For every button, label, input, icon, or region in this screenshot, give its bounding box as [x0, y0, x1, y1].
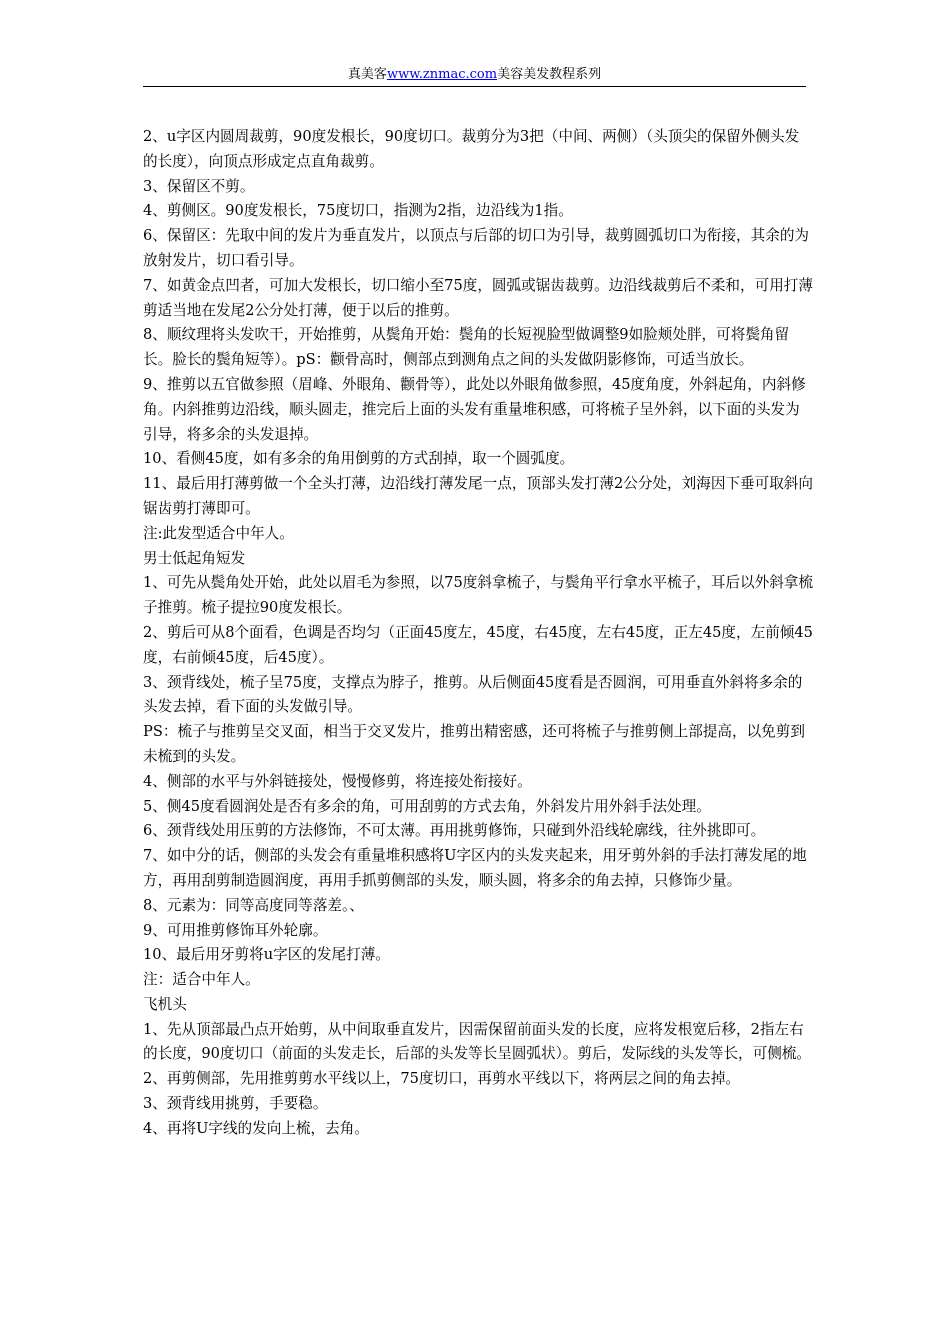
- header-site-name: 真美客: [347, 67, 387, 82]
- paragraph: 10、最后用牙剪将u字区的发尾打薄。: [143, 946, 390, 964]
- paragraph: 3、保留区不剪。: [143, 177, 255, 195]
- section-heading: 男士低起角短发: [143, 549, 246, 567]
- paragraph: 6、保留区：先取中间的发片为垂直发片，以顶点与后部的切口为引导，裁剪圆弧切口为衔接，其余的为放射发片，切口看引导。: [143, 227, 810, 269]
- paragraph: 4、侧部的水平与外斜链接处，慢慢修剪，将连接处衔接好。: [143, 772, 532, 790]
- paragraph: 11、最后用打薄剪做一个全头打薄，边沿线打薄发尾一点，顶部头发打薄2公分处，刘海因下垂可取斜向锯齿剪打薄即可。: [143, 475, 813, 517]
- paragraph: 2、u字区内圆周裁剪，90度发根长，90度切口。裁剪分为3把（中间、两侧）（头顶尖的保留外侧头发的长度），向顶点形成定点直角裁剪。: [143, 128, 800, 170]
- paragraph: 10、看侧45度，如有多余的角用倒剪的方式刮掉，取一个圆弧度。: [143, 450, 575, 468]
- header-series-title: 美容美发教程系列: [497, 67, 602, 82]
- paragraph: 3、颈背线用挑剪，手要稳。: [143, 1095, 328, 1113]
- paragraph: PS：梳子与推剪呈交叉面，相当于交叉发片，推剪出精密感，还可将梳子与推剪侧上部提高，以免剪到未梳到的头发。: [143, 723, 805, 765]
- paragraph: 8、元素为：同等高度同等落差。、: [143, 896, 364, 914]
- header-url-link[interactable]: www.znmac.com: [386, 67, 498, 82]
- paragraph: 3、颈背线处，梳子呈75度，支撑点为脖子，推剪。从后侧面45度看是否圆润，可用垂直外斜将多余的头发去掉，看下面的头发做引导。: [143, 673, 803, 716]
- note: 注:此发型适合中年人。: [143, 524, 294, 542]
- note: 注：适合中年人。: [143, 971, 260, 989]
- paragraph: 4、再将U字线的发向上梳，去角。: [143, 1119, 369, 1137]
- paragraph: 9、推剪以五官做参照（眉峰、外眼角、颧骨等），此处以外眼角做参照，45度角度，外斜起角，内斜修角。内斜推剪边沿线，顺头圆走，推完后上面的头发有重量堆积感，可将梳子呈外斜，以下面的头发为引导，将多余的头发退掉。: [143, 375, 806, 443]
- paragraph: 2、剪后可从8个面看，色调是否均匀（正面45度左，45度，右45度，左右45度，正左45度，左前倾45度，右前倾45度，后45度）。: [143, 623, 813, 666]
- paragraph: 7、如中分的话，侧部的头发会有重量堆积感将U字区内的头发夹起来，用牙剪外斜的手法打薄发尾的地方，再用刮剪制造圆润度，再用手抓剪侧部的头发，顺头圆，将多余的角去掉，只修饰少量。: [143, 847, 807, 889]
- paragraph: 8、顺纹理将头发吹干，开始推剪，从鬓角开始：鬓角的长短视脸型做调整9如脸颊处胖，可将鬓角留长。脸长的鬓角短等）。pS：颧骨高时，侧部点到测角点之间的头发做阴影修饰，可适当放长。: [143, 326, 790, 369]
- paragraph: 9、可用推剪修饰耳外轮廓。: [143, 921, 328, 939]
- document-body: [143, 125, 813, 1142]
- paragraph: 1、先从顶部最凸点开始剪，从中间取垂直发片，因需保留前面头发的长度，应将发根宽后移，2指左右的长度，90度切口（前面的头发走长，后部的头发等长呈圆弧状）。剪后，发际线的头发等长，可侧梳。: [143, 1020, 811, 1063]
- section-heading: 飞机头: [143, 995, 187, 1013]
- paragraph: 4、剪侧区。90度发根长，75度切口，指测为2指，边沿线为1指。: [143, 202, 573, 220]
- paragraph: 1、可先从鬓角处开始，此处以眉毛为参照，以75度斜拿梳子，与鬓角平行拿水平梳子，耳后以外斜拿梳子推剪。梳子提拉90度发根长。: [143, 574, 813, 617]
- header-divider: [143, 86, 806, 87]
- paragraph: 2、再剪侧部，先用推剪剪水平线以上，75度切口，再剪水平线以下，将两层之间的角去掉。: [143, 1070, 741, 1088]
- paragraph: 6、颈背线处用压剪的方法修饰，不可太薄。再用挑剪修饰，只碰到外沿线轮廓线，往外挑即可。: [143, 822, 766, 840]
- paragraph: 5、侧45度看圆润处是否有多余的角，可用刮剪的方式去角，外斜发片用外斜手法处理。: [143, 797, 711, 815]
- page-header: [143, 66, 806, 84]
- paragraph: 7、如黄金点凹者，可加大发根长，切口缩小至75度，圆弧或锯齿裁剪。边沿线裁剪后不柔和，可用打薄剪适当地在发尾2公分处打薄，便于以后的推剪。: [143, 276, 813, 319]
